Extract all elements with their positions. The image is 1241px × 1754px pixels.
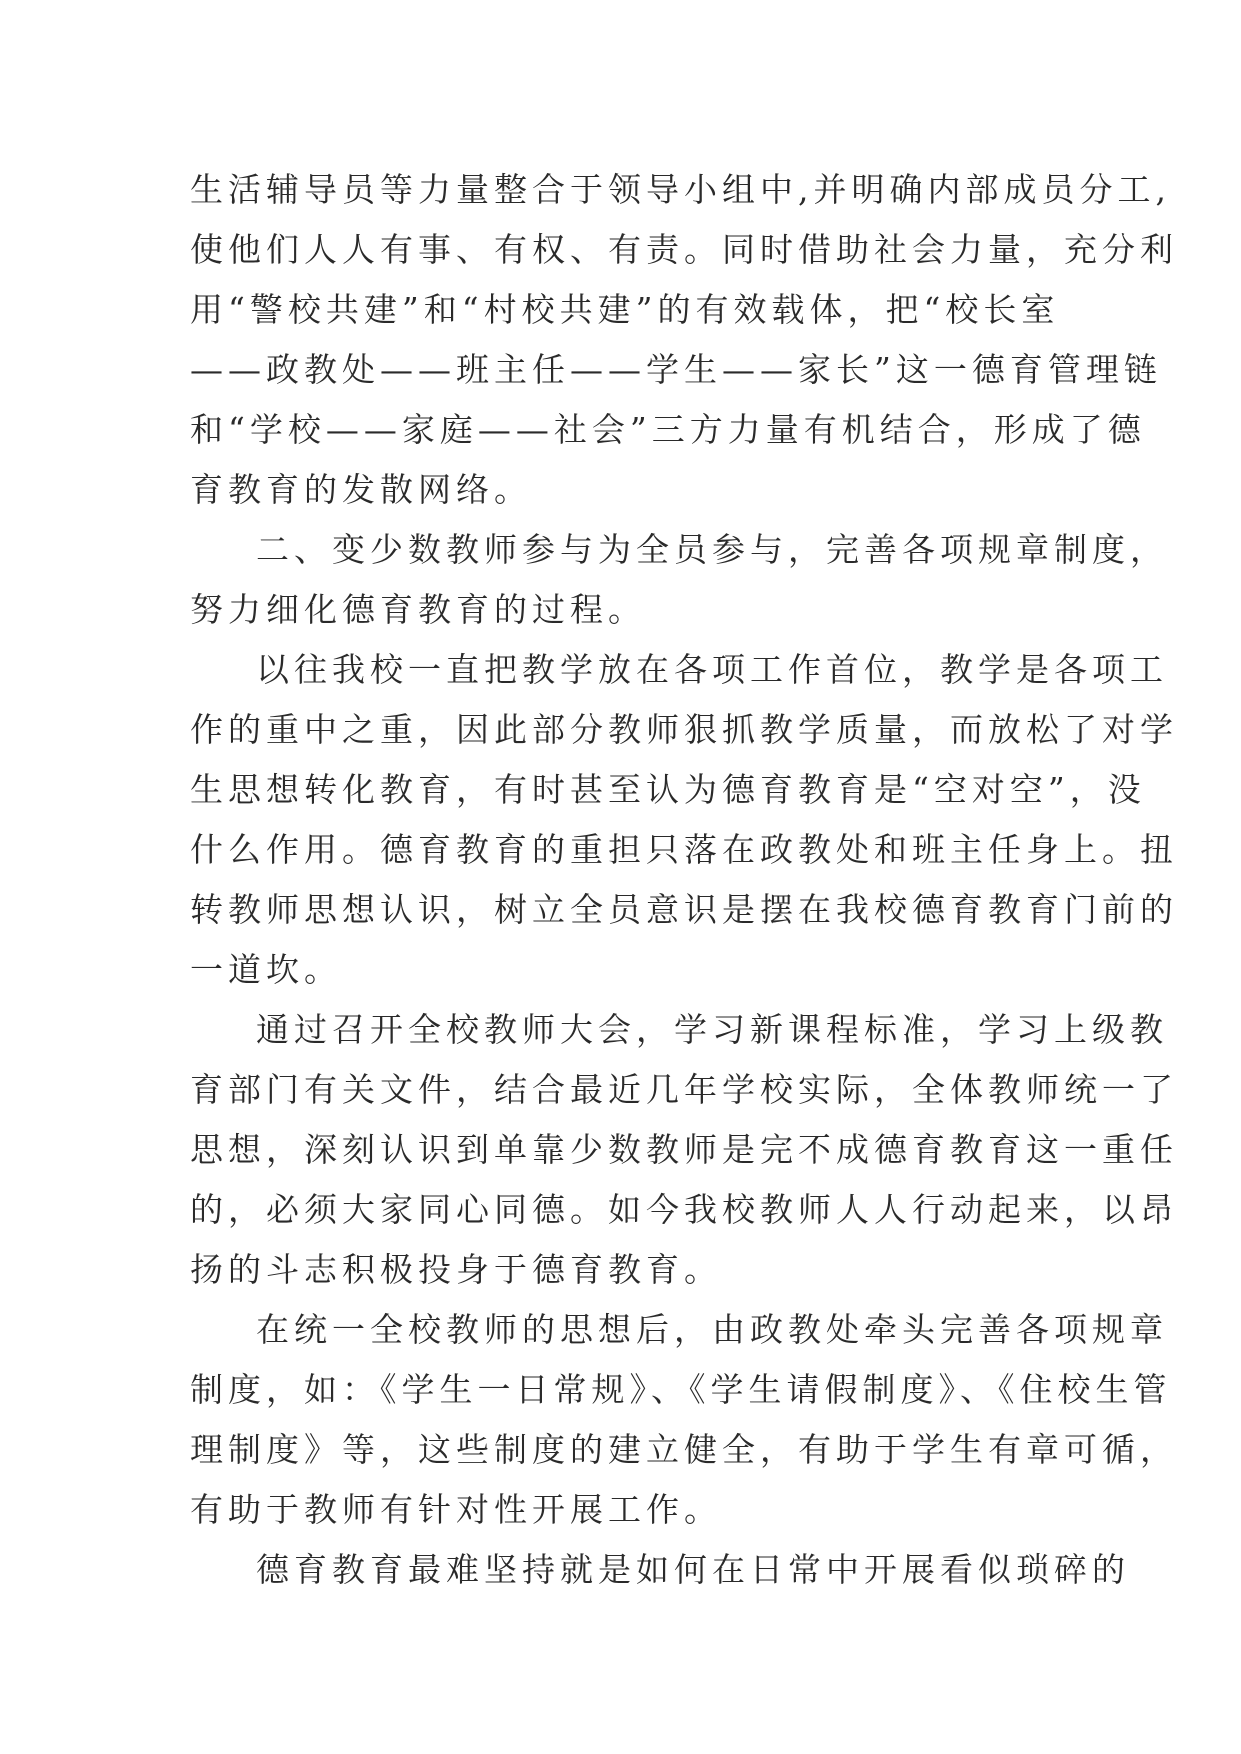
text-line: 生活辅导员等力量整合于领导小组中,并明确内部成员分工, <box>190 170 1171 209</box>
text-line: 用“警校共建”和“村校共建”的有效载体，把“校长室 <box>190 290 1060 329</box>
text-line: 以往我校一直把教学放在各项工作首位，教学是各项工 <box>256 650 1168 689</box>
text-line: 有助于教师有针对性开展工作。 <box>190 1490 722 1529</box>
text-line: 理制度》等，这些制度的建立健全，有助于学生有章可循， <box>190 1430 1178 1469</box>
text-line: 作的重中之重，因此部分教师狠抓教学质量，而放松了对学 <box>190 710 1178 749</box>
text-line: 育教育的发散网络。 <box>190 470 532 509</box>
text-line: 使他们人人有事、有权、有责。同时借助社会力量，充分利 <box>190 230 1178 269</box>
text-line: 思想，深刻认识到单靠少数教师是完不成德育教育这一重任 <box>190 1130 1178 1169</box>
text-line: 生思想转化教育，有时甚至认为德育教育是“空对空”，没 <box>190 770 1146 809</box>
text-line: 的，必须大家同心同德。如今我校教师人人行动起来，以昂 <box>190 1190 1178 1229</box>
text-line: 育部门有关文件，结合最近几年学校实际，全体教师统一了 <box>190 1070 1178 1109</box>
text-line: 什么作用。德育教育的重担只落在政教处和班主任身上。扭 <box>190 830 1178 869</box>
document-body <box>190 160 1178 1600</box>
text-line: 一道坎。 <box>190 950 342 989</box>
text-line: 二、变少数教师参与为全员参与，完善各项规章制度， <box>256 530 1168 569</box>
text-line: 制度，如：《学生一日常规》、《学生请假制度》、《住校生管 <box>190 1370 1172 1409</box>
text-line: 转教师思想认识，树立全员意识是摆在我校德育教育门前的 <box>190 890 1178 929</box>
text-line: 德育教育最难坚持就是如何在日常中开展看似琐碎的 <box>256 1550 1130 1589</box>
text-line: 扬的斗志积极投身于德育教育。 <box>190 1250 722 1289</box>
text-line: 和“学校——家庭——社会”三方力量有机结合，形成了德 <box>190 410 1146 449</box>
text-line: 在统一全校教师的思想后，由政教处牵头完善各项规章 <box>256 1310 1168 1349</box>
text-line: ——政教处——班主任——学生——家长”这一德育管理链 <box>190 350 1162 389</box>
text-line: 通过召开全校教师大会，学习新课程标准，学习上级教 <box>256 1010 1168 1049</box>
text-line: 努力细化德育教育的过程。 <box>190 590 646 629</box>
